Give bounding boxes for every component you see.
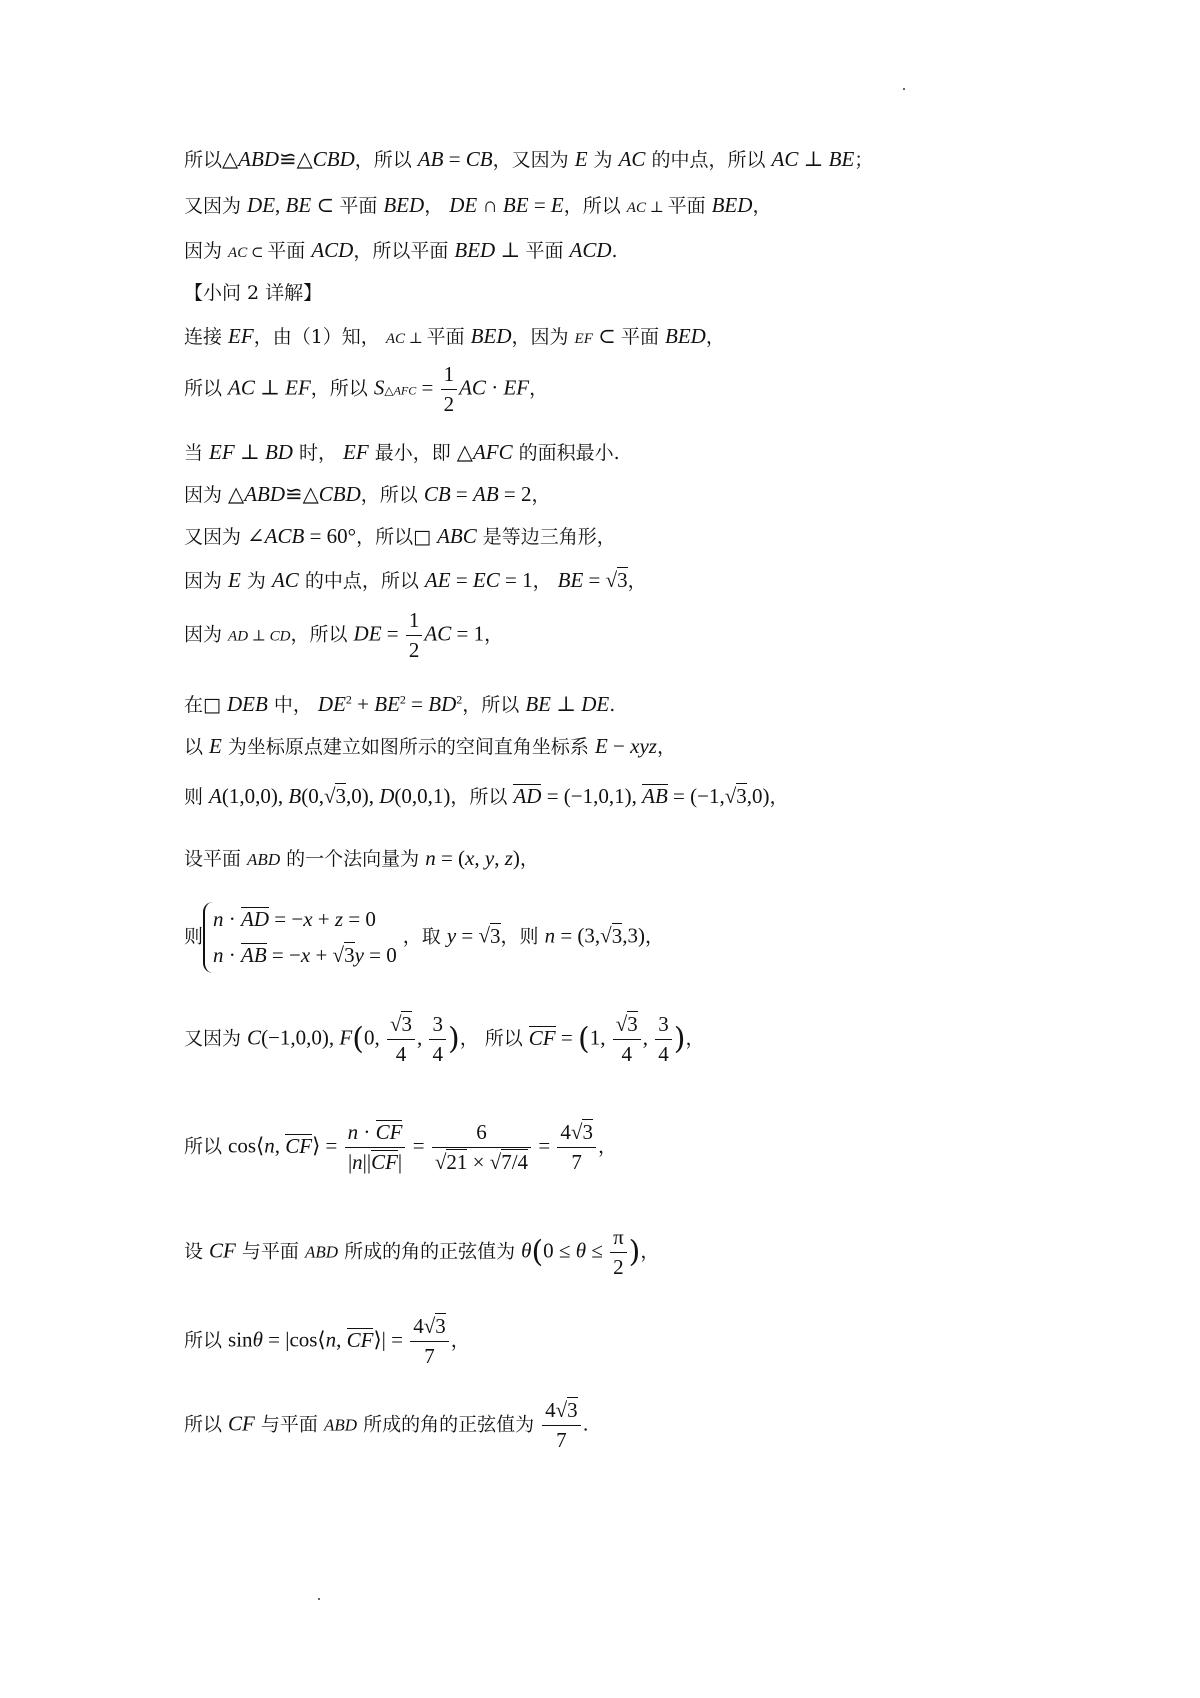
line-de: 因为 AD ⊥ CD，所以 DE = $\frac{1}{2}$ AC = 1，: [184, 608, 504, 663]
line-pythagoras: 在□ DEB 中， $DE^2 + BE^2 = BD^2$，所以 BE ⊥ DE.: [184, 692, 616, 716]
line-perp-plane: 又因为 DE, BE ⊂ 平面 BED， DE ∩ BE = E，所以 AC ⊥ 平面 BED，: [184, 193, 772, 217]
line-midpoint: 因为 E 为 AC 的中点，所以 AE = EC = 1， BE = √3，: [184, 568, 647, 592]
section-heading: 【小问 2 详解】: [184, 282, 323, 304]
line-conclusion: 所以 CF 与平面 ABD 所成的角的正弦值为 $\frac{4√3}{7}$ .: [184, 1398, 589, 1453]
line-plane-perp: 因为 AC ⊂ 平面 ACD，所以平面 BED ⊥ 平面 ACD.: [184, 238, 618, 262]
line-connect-ef: 连接 EF，由（1）知， AC ⊥ 平面 BED，因为 EF ⊂ 平面 BED，: [184, 324, 725, 348]
line-normal-vector: 设平面 ABD 的一个法向量为 n = (x, y, z)，: [184, 846, 539, 870]
scan-speck: [903, 88, 905, 90]
line-min-area: 当 EF ⊥ BD 时， EF 最小，即 △AFC 的面积最小.: [184, 440, 620, 464]
line-cb-ab: 因为 △ABD≌△CBD，所以 CB = AB = 2，: [184, 482, 551, 506]
line-congruence-1: 所以△ABD≌△CBD，所以 AB = CB，又因为 E 为 AC 的中点，所以 AC ⊥ BE；: [184, 147, 874, 171]
line-sine: 所以 sinθ = |cos⟨n, CF⟩| = $\frac{4√3}{7}$ ，: [184, 1314, 470, 1369]
line-coordinates: 则 A(1,0,0), B(0,√3,0), D(0,0,1)，所以 AD = (−1,0,1), AB = (−1,√3,0)，: [184, 784, 789, 808]
line-angle-def: 设 CF 与平面 ABD 所成的角的正弦值为 θ(0 ≤ θ ≤ $\frac{\pi}{2}$ )，: [184, 1225, 660, 1280]
line-cosine: 所以 cos⟨n, CF⟩ = $\frac{n \cdot CF}{|n||CF|}$ = $\frac{6}{√21 \times √7/4}$ = $\frac{4√3}{7}$ ，: [184, 1120, 617, 1175]
scan-speck: [318, 1598, 320, 1600]
line-equation-system: 则n · AD = −x + z = 0 n · AB = −x + √3y = 0 ，取 y = √3，则 n = (3,√3,3)，: [184, 902, 664, 973]
line-cf-vector: 又因为 C(−1,0,0), F(0, $\frac{√3}{4}$ , $\frac{3}{4}$ )， 所以 CF = (1, $\frac{√3}{4}$ , $\frac{3}{4}$ )，: [184, 1012, 705, 1067]
line-area-formula: 所以 AC ⊥ EF，所以 S△AFC = $\frac{1}{2}$ AC · EF，: [184, 362, 549, 417]
line-coordinate-system: 以 E 为坐标原点建立如图所示的空间直角坐标系 E − xyz，: [184, 734, 676, 758]
line-equilateral: 又因为 ∠ACB = 60°，所以□ ABC 是等边三角形，: [184, 524, 616, 548]
